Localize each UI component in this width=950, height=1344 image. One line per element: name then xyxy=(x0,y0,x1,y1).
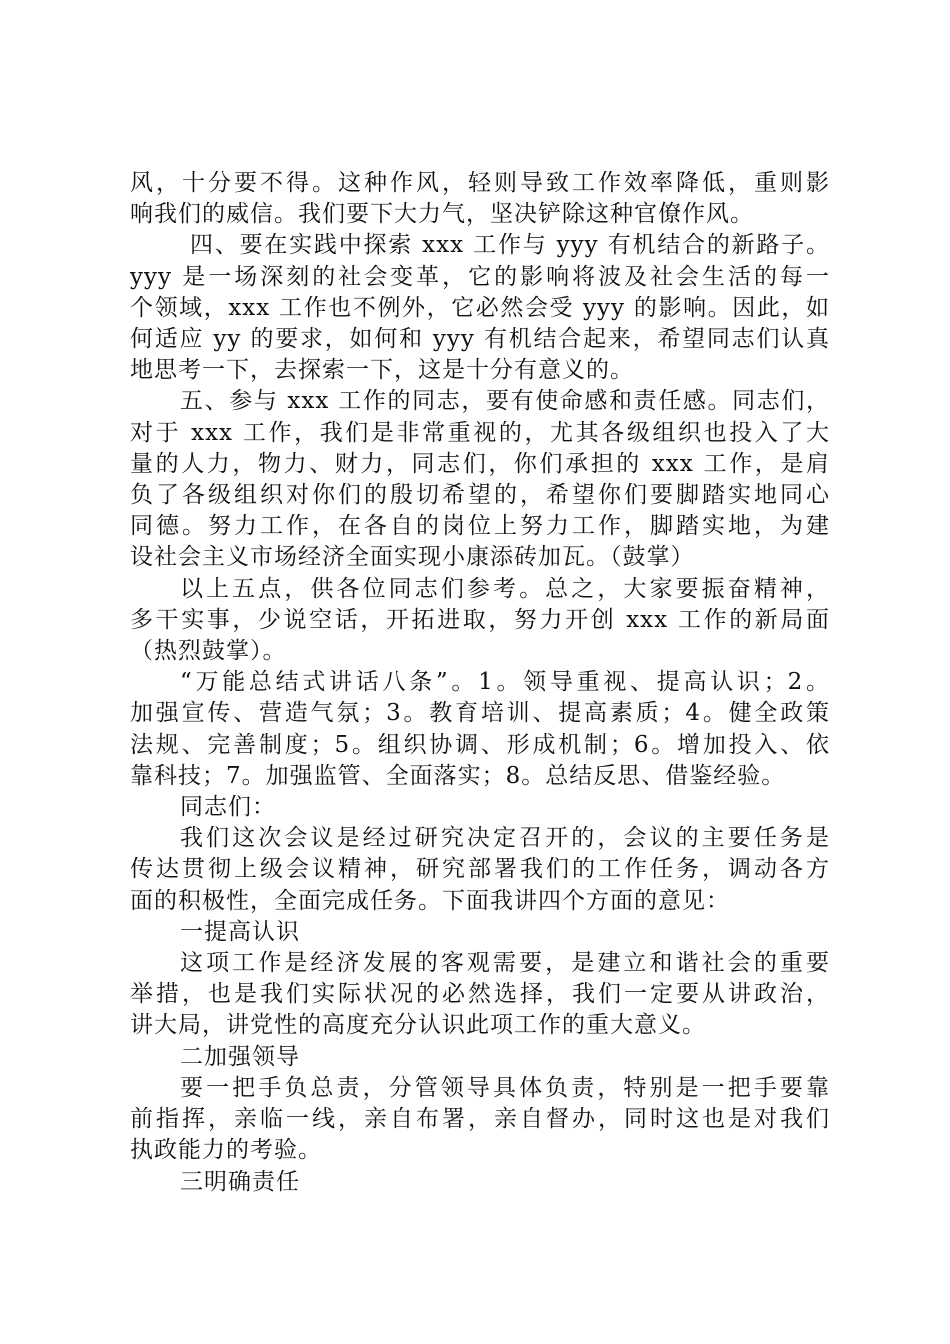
text-line: “万能总结式讲话八条”。1。领导重视、提高认识；2。 xyxy=(180,669,830,696)
document-body xyxy=(130,168,830,1198)
paragraph-point-five xyxy=(130,386,830,573)
section-heading-one xyxy=(130,917,830,948)
text-line: 前指挥，亲临一线，亲自布署，亲自督办，同时这也是对我们 xyxy=(130,1106,830,1133)
text-line: 我们这次会议是经过研究决定召开的，会议的主要任务是 xyxy=(180,825,830,852)
section-heading-three xyxy=(130,1167,830,1198)
text-line: 五、参与 xxx 工作的同志，要有使命感和责任感。同志们， xyxy=(180,388,830,415)
text-line: 面的积极性，全面完成任务。下面我讲四个方面的意见： xyxy=(130,887,730,914)
text-line: 一提高认识 xyxy=(180,918,300,945)
text-line: 举措，也是我们实际状况的必然选择，我们一定要从讲政治， xyxy=(130,981,830,1008)
text-line: 加强宣传、营造气氛；3。教育培训、提高素质；4。健全政策 xyxy=(130,700,830,727)
text-line: 同德。努力工作，在各自的岗位上努力工作，脚踏实地，为建 xyxy=(130,513,830,540)
paragraph-eight-points xyxy=(130,667,830,792)
text-line: 个领域，xxx 工作也不例外，它必然会受 yyy 的影响。因此，如 xyxy=(130,294,830,321)
text-line: 对于 xxx 工作，我们是非常重视的，尤其各级组织也投入了大 xyxy=(130,419,830,446)
text-line: 要一把手负总责，分管领导具体负责，特别是一把手要靠 xyxy=(180,1074,830,1101)
text-line: 风，十分要不得。这种作风，轻则导致工作效率降低，重则影 xyxy=(130,170,830,196)
text-line: 响我们的威信。我们要下大力气，坚决铲除这种官僚作风。 xyxy=(130,201,754,228)
text-line: 法规、完善制度；5。组织协调、形成机制；6。增加投入、依 xyxy=(130,731,830,758)
text-line: 地思考一下，去探索一下，这是十分有意义的。 xyxy=(130,357,634,384)
text-line: 量的人力，物力、财力，同志们，你们承担的 xxx 工作，是肩 xyxy=(130,450,830,477)
paragraph-summary xyxy=(130,574,830,668)
text-line: （热烈鼓掌）。 xyxy=(130,638,287,665)
text-line: 以上五点，供各位同志们参考。总之，大家要振奋精神， xyxy=(180,575,830,602)
text-line: 设社会主义市场经济全面实现小康添砖加瓦。（鼓掌） xyxy=(130,544,695,571)
text-line: 多干实事，少说空话，开拓进取，努力开创 xxx 工作的新局面 xyxy=(130,606,830,633)
paragraph-section-one xyxy=(130,948,830,1042)
section-heading-two xyxy=(130,1042,830,1073)
text-line: 负了各级组织对你们的殷切希望的，希望你们要脚踏实地同心 xyxy=(130,482,830,509)
paragraph-continuation xyxy=(130,168,830,230)
text-line: 讲大局，讲党性的高度充分认识此项工作的重大意义。 xyxy=(130,1012,706,1039)
text-line: 这项工作是经济发展的客观需要，是建立和谐社会的重要 xyxy=(180,950,830,977)
text-line: 三明确责任 xyxy=(180,1168,300,1195)
text-line: 四、要在实践中探索 xxx 工作与 yyy 有机结合的新路子。 xyxy=(190,232,830,259)
paragraph-salutation xyxy=(130,792,830,823)
text-line: 传达贯彻上级会议精神，研究部署我们的工作任务，调动各方 xyxy=(130,856,830,883)
text-line: yyy 是一场深刻的社会变革，它的影响将波及社会生活的每一 xyxy=(130,263,830,290)
text-line: 二加强领导 xyxy=(180,1043,300,1070)
paragraph-meeting-intro xyxy=(130,823,830,917)
text-line: 同志们： xyxy=(180,794,276,821)
text-line: 执政能力的考验。 xyxy=(130,1137,322,1164)
paragraph-section-two xyxy=(130,1073,830,1167)
paragraph-point-four xyxy=(130,230,830,386)
text-line: 何适应 yy 的要求，如何和 yyy 有机结合起来，希望同志们认真 xyxy=(130,326,830,353)
text-line: 靠科技；7。加强监管、全面落实；8。总结反思、借鉴经验。 xyxy=(130,762,786,789)
